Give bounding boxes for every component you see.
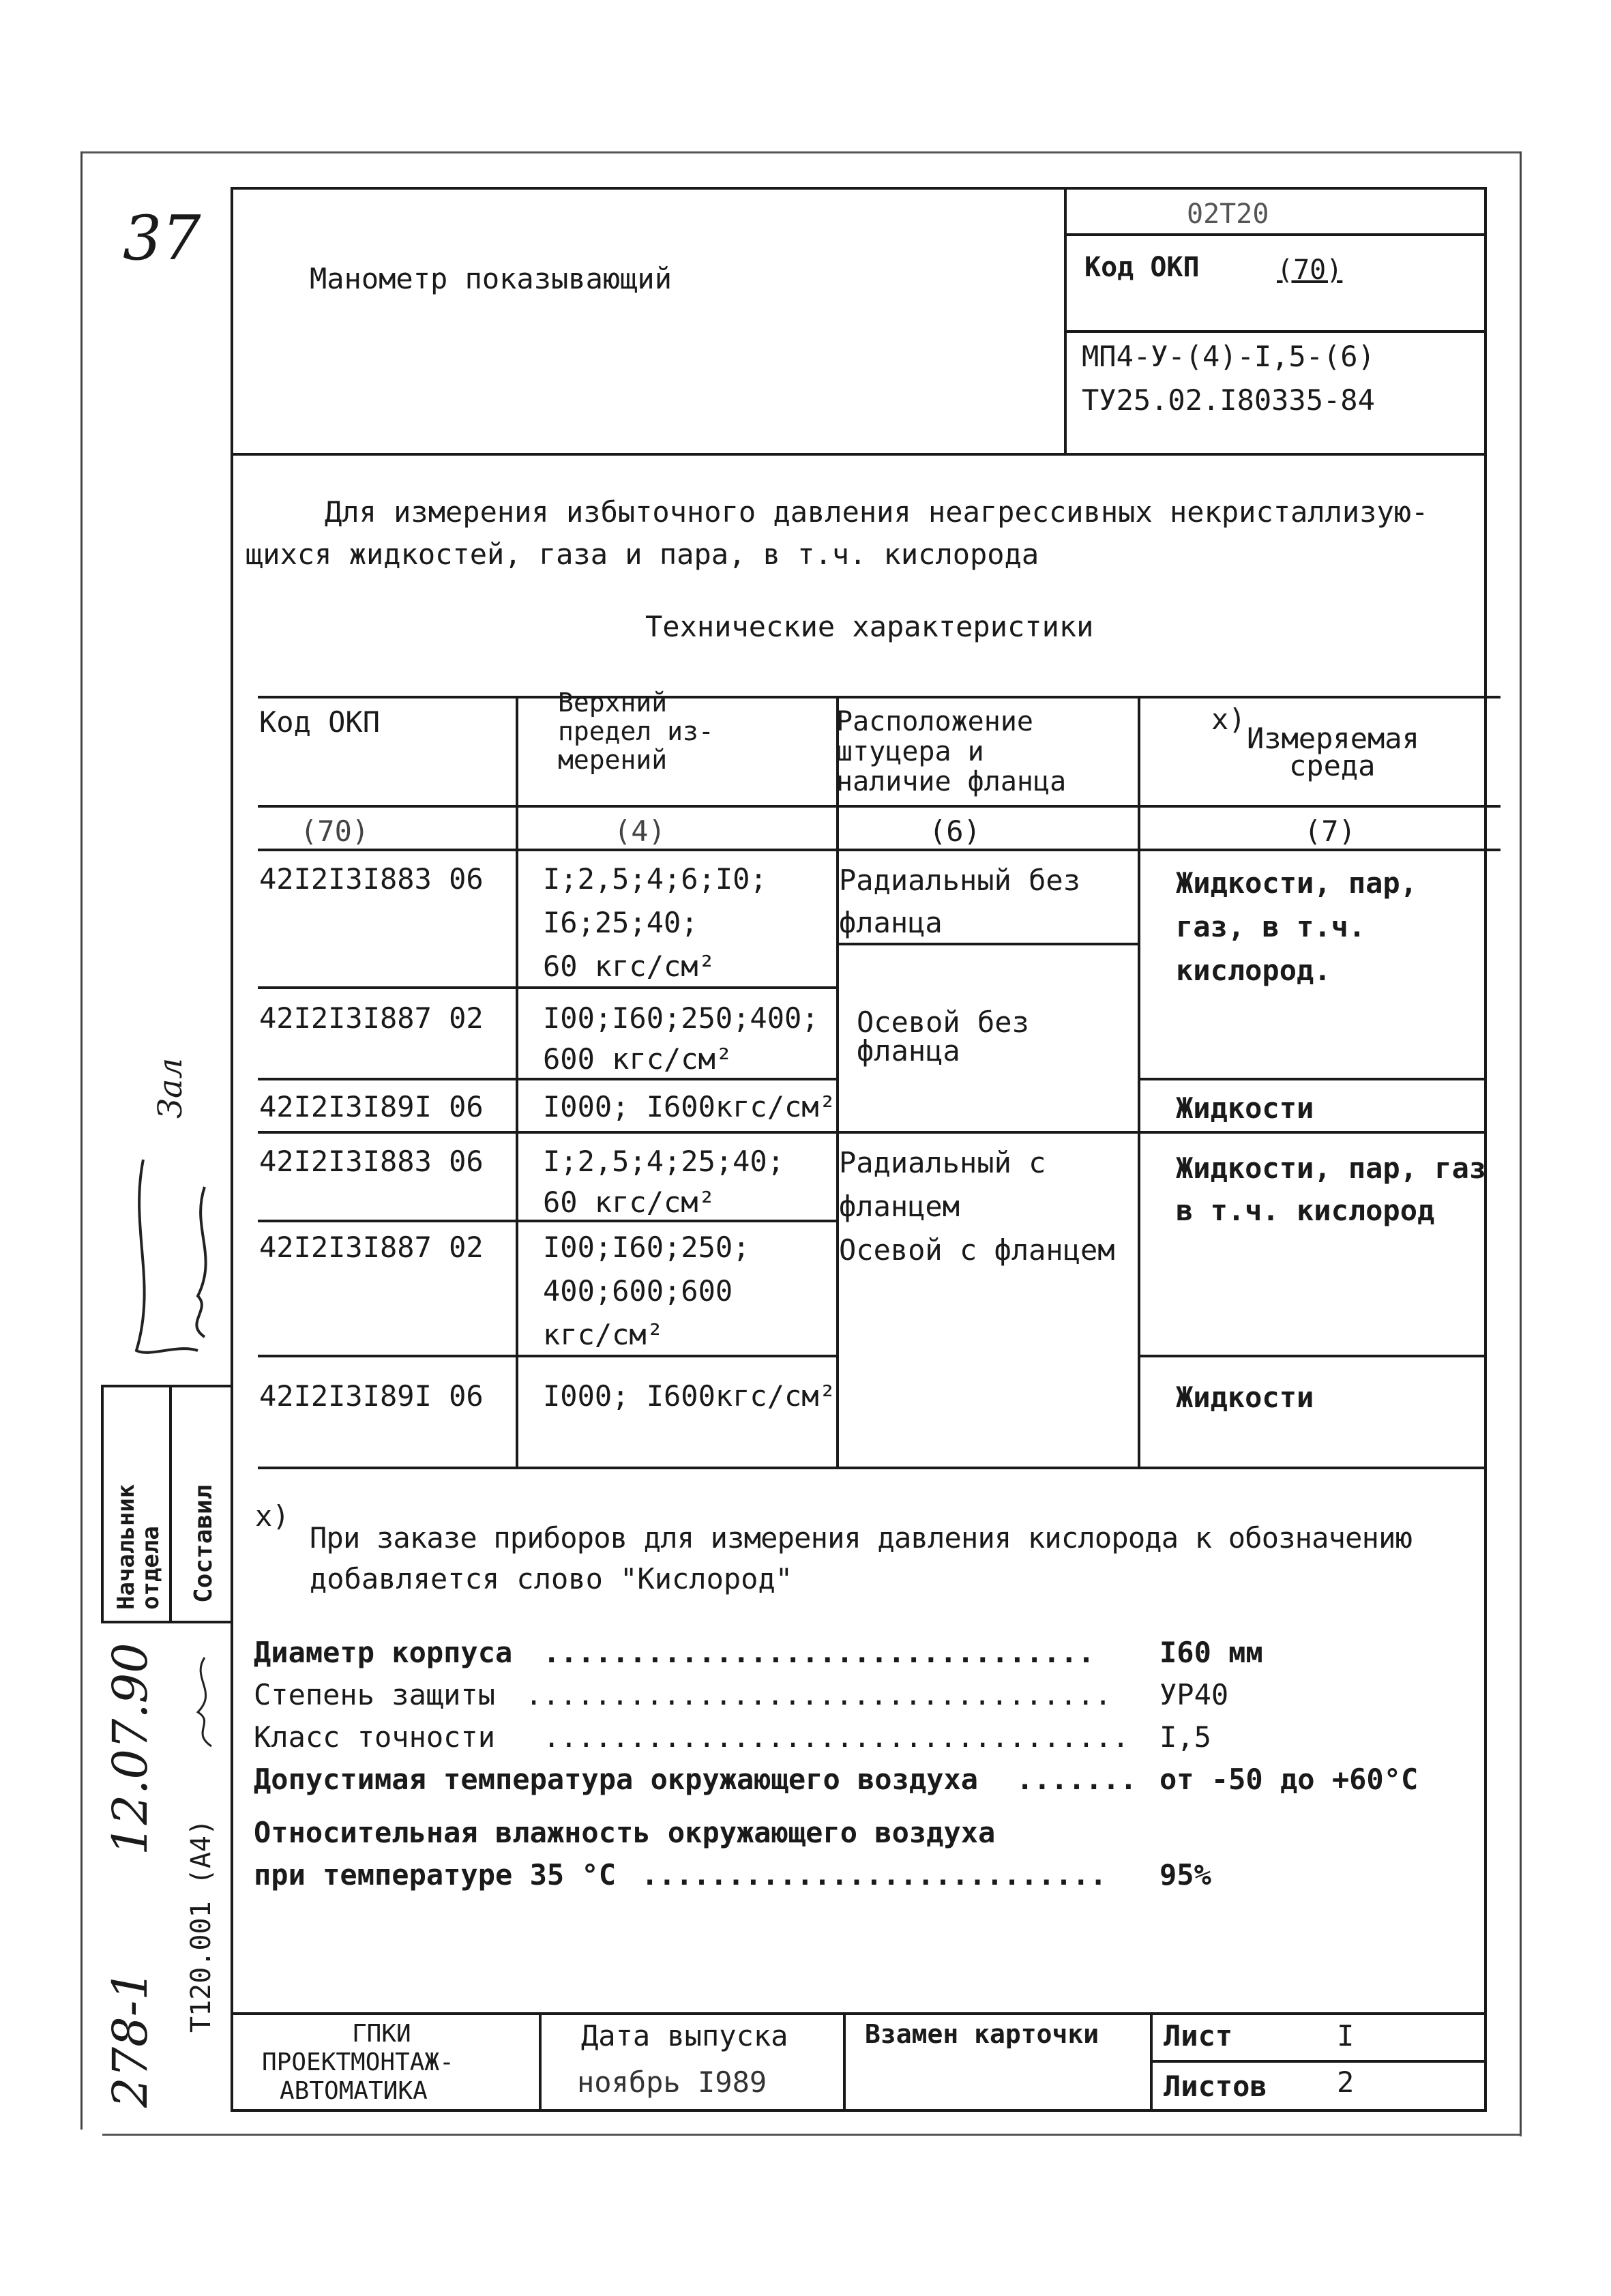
stamp-top-line bbox=[231, 2012, 1487, 2015]
col3-header-2: штуцера и bbox=[836, 736, 984, 767]
placement-axial-no-flange-1: Осевой без bbox=[857, 1005, 1029, 1039]
placement-radial-no-flange-1: Радиальный без bbox=[839, 864, 1081, 897]
outer-top-border bbox=[82, 151, 1521, 153]
row2-code: 42I2I3I887 02 bbox=[259, 1001, 484, 1035]
col2-code: (4) bbox=[614, 814, 666, 848]
col3-code: (6) bbox=[929, 814, 981, 848]
footnote-line1: При заказе приборов для измерения давления кислорода к обозначению bbox=[310, 1521, 1413, 1555]
okp-label: Код ОКП bbox=[1084, 252, 1200, 283]
table-bottom-line bbox=[258, 1467, 1486, 1469]
row1-limit-2: I6;25;40; bbox=[543, 906, 698, 939]
placement-radial-flange-1: Радиальный с bbox=[839, 1146, 1046, 1179]
margin-handwritten-ref: 278-1 bbox=[102, 1970, 158, 2108]
col4-header-2: среда bbox=[1289, 749, 1376, 782]
header-bottom-line bbox=[231, 453, 1487, 456]
row1-limit-3: 60 кгс/см² bbox=[543, 950, 715, 983]
code-top: 02Т20 bbox=[1187, 198, 1269, 230]
margin-date-handwritten: 12.07.90 bbox=[102, 1643, 158, 1855]
humidity-line1: Относительная влажность окружающего воздуха bbox=[254, 1816, 996, 1849]
stamp-div2 bbox=[843, 2012, 846, 2110]
humidity-dots: ........................... bbox=[641, 1858, 1107, 1892]
row4-code: 42I2I3I883 06 bbox=[259, 1145, 484, 1178]
main-frame-top bbox=[231, 187, 1487, 190]
row6-code: 42I2I3I89I 06 bbox=[259, 1379, 484, 1413]
media3-line1: Жидкости, пар, газ bbox=[1176, 1151, 1487, 1185]
humidity-value: 95% bbox=[1159, 1858, 1211, 1892]
placement-axial-no-flange-2: фланца bbox=[857, 1034, 960, 1068]
stamp-org-3: АВТОМАТИКА bbox=[280, 2077, 428, 2105]
spec4-value: от -50 до +60°С bbox=[1159, 1763, 1419, 1796]
media1-bottom bbox=[1138, 1078, 1486, 1080]
row1-limit-1: I;2,5;4;6;I0; bbox=[543, 862, 767, 896]
placement-radial-no-flange-2: фланца bbox=[839, 906, 943, 939]
table-top-line bbox=[258, 696, 1501, 698]
stamp-replace-label: Взамен карточки bbox=[865, 2019, 1099, 2049]
col1-header: Код ОКП bbox=[259, 705, 381, 739]
spec3-value: I,5 bbox=[1159, 1720, 1211, 1754]
row4-bottom bbox=[258, 1220, 839, 1222]
spec3-dots: .................................. bbox=[543, 1720, 1129, 1754]
stamp-org-1: ГПКИ bbox=[352, 2020, 411, 2048]
signature-marks bbox=[102, 1146, 239, 1828]
table-col3-divider bbox=[1138, 696, 1140, 1467]
spec4-label: Допустимая температура окружающего воздуха bbox=[254, 1763, 979, 1796]
stamp-sheet-line bbox=[1150, 2060, 1487, 2063]
row4-limit-1: I;2,5;4;25;40; bbox=[543, 1145, 785, 1178]
row5-limit-3: кгс/см² bbox=[543, 1318, 664, 1351]
row3-limit: I000; I600кгс/см² bbox=[543, 1090, 836, 1123]
media2: Жидкости bbox=[1176, 1091, 1314, 1125]
row3-bottom bbox=[258, 1131, 1486, 1134]
main-frame-right bbox=[1484, 187, 1487, 2110]
product-name: Манометр показывающий bbox=[310, 262, 673, 295]
col4-header-1: Измеряемая bbox=[1247, 722, 1419, 755]
model-number: МП4-У-(4)-I,5-(6) bbox=[1082, 340, 1375, 373]
row1-bottom bbox=[258, 986, 839, 989]
purpose-line2: щихся жидкостей, газа и пара, в т.ч. кислорода bbox=[246, 538, 1039, 571]
media1-line3: кислород. bbox=[1176, 954, 1331, 987]
footnote-mark: x) bbox=[255, 1499, 290, 1533]
margin-head-dept: Начальник отдела bbox=[113, 1484, 164, 1610]
table-codes-bottom bbox=[258, 849, 1501, 851]
spec1-dots: ................................ bbox=[543, 1636, 1095, 1669]
row6-limit: I000; I600кгс/см² bbox=[543, 1379, 836, 1413]
row2-limit-1: I00;I60;250;400; bbox=[543, 1001, 819, 1035]
media3-line2: в т.ч. кислород bbox=[1176, 1194, 1435, 1227]
header-okp-line bbox=[1064, 330, 1486, 333]
spec2-dots: .................................. bbox=[525, 1678, 1112, 1711]
col3-header-3: наличие фланца bbox=[836, 766, 1067, 797]
margin-mark-handwritten: Зал bbox=[151, 1057, 190, 1119]
outer-bottom-border bbox=[102, 2134, 1521, 2136]
stamp-div1 bbox=[539, 2012, 542, 2110]
media1-line2: газ, в т.ч. bbox=[1176, 910, 1366, 943]
outer-right-border bbox=[1520, 151, 1522, 2136]
spec-number: ТУ25.02.I80335-84 bbox=[1082, 383, 1375, 417]
stamp-sheet-label: Лист bbox=[1164, 2019, 1233, 2052]
stamp-sheet-value: I bbox=[1337, 2019, 1355, 2052]
placement-radial-flange-2: фланцем bbox=[839, 1190, 960, 1223]
tech-title: Технические характеристики bbox=[645, 610, 1094, 643]
spec2-label: Степень защиты bbox=[254, 1678, 496, 1711]
outer-left-border bbox=[80, 151, 83, 2130]
col4-code: (7) bbox=[1304, 814, 1356, 848]
header-code-line bbox=[1064, 233, 1486, 236]
media1-line1: Жидкости, пар, bbox=[1176, 866, 1418, 900]
col4-footnote-mark: x) bbox=[1211, 703, 1246, 736]
stamp-date-label: Дата выпуска bbox=[581, 2019, 788, 2052]
margin-compiled: Составил bbox=[190, 1484, 218, 1603]
table-header-bottom bbox=[258, 805, 1501, 808]
row5-code: 42I2I3I887 02 bbox=[259, 1231, 484, 1264]
media4: Жидкости bbox=[1176, 1381, 1314, 1414]
media3-bottom bbox=[1138, 1355, 1486, 1357]
col1-code: (70) bbox=[300, 814, 370, 848]
purpose-line1: Для измерения избыточного давления неагрессивных некристаллизую- bbox=[325, 495, 1429, 529]
stamp-date-value: ноябрь I989 bbox=[577, 2065, 767, 2099]
stamp-bottom-line bbox=[231, 2109, 1487, 2112]
col2-header-3: мерений bbox=[558, 745, 668, 775]
col2-header-1: Верхний bbox=[558, 688, 668, 718]
page-number: 37 bbox=[123, 203, 201, 274]
spec2-value: УР40 bbox=[1159, 1678, 1229, 1711]
col3-header-1: Расположение bbox=[836, 706, 1033, 737]
row2-limit-2: 600 кгс/см² bbox=[543, 1042, 733, 1076]
row4-limit-2: 60 кгс/см² bbox=[543, 1186, 715, 1219]
placement1-bottom bbox=[836, 943, 1139, 945]
stamp-sheets-value: 2 bbox=[1337, 2065, 1355, 2099]
row5-bottom bbox=[258, 1355, 839, 1357]
spec1-label: Диаметр корпуса bbox=[254, 1636, 513, 1669]
col2-header-2: предел из- bbox=[558, 716, 714, 746]
okp-value: (70) bbox=[1277, 254, 1343, 286]
row3-code: 42I2I3I89I 06 bbox=[259, 1090, 484, 1123]
header-divider bbox=[1064, 187, 1067, 454]
table-col1-divider bbox=[516, 696, 518, 1467]
stamp-sheets-label: Листов bbox=[1164, 2070, 1267, 2103]
humidity-line2-label: при температуре 35 °С bbox=[254, 1858, 617, 1892]
table-col2-divider bbox=[836, 696, 839, 1467]
footnote-line2: добавляется слово "Кислород" bbox=[310, 1562, 793, 1595]
stamp-org-2: ПРОЕКТМОНТАЖ- bbox=[262, 2048, 454, 2076]
row1-code: 42I2I3I883 06 bbox=[259, 862, 484, 896]
spec4-dots: ....... bbox=[1016, 1763, 1138, 1796]
placement-axial-flange: Осевой с фланцем bbox=[839, 1233, 1115, 1267]
row5-limit-1: I00;I60;250; bbox=[543, 1231, 750, 1264]
row5-limit-2: 400;600;600 bbox=[543, 1274, 733, 1308]
margin-doc-code: Т120.001 (А4) bbox=[186, 1819, 217, 2033]
spec3-label: Класс точности bbox=[254, 1720, 496, 1754]
spec1-value: I60 мм bbox=[1159, 1636, 1263, 1669]
row2-bottom bbox=[258, 1078, 839, 1080]
